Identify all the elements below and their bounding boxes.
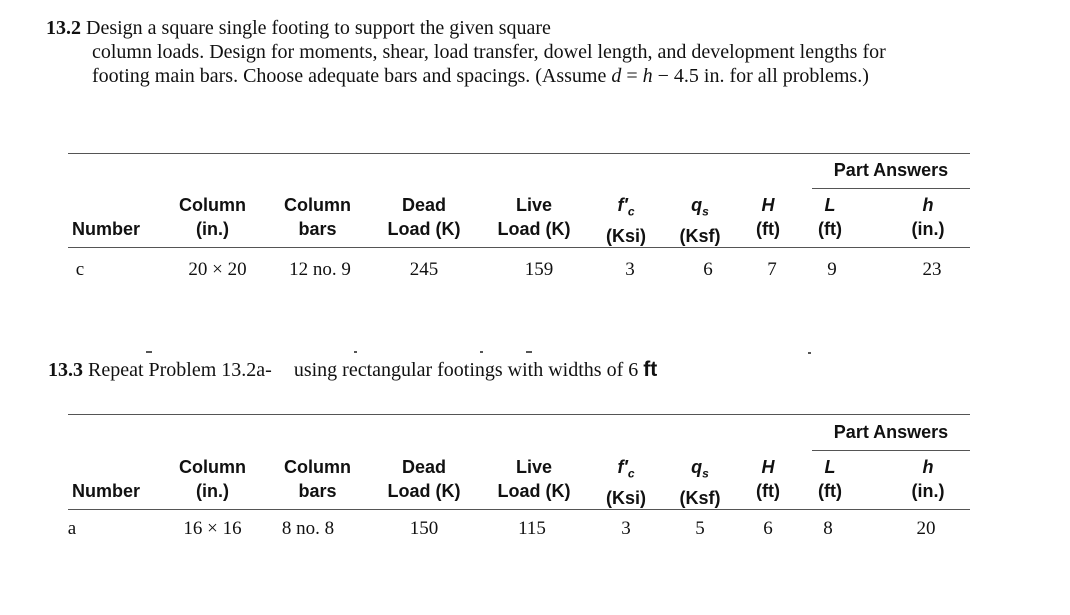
scan-mark bbox=[526, 351, 532, 353]
cell-H: 6 bbox=[763, 518, 773, 539]
statement-line-3: footing main bars. Choose adequate bars and spacings. (Assume d = h − 4.5 in. for all problems.) bbox=[92, 65, 869, 87]
problem-number: 13.2 bbox=[46, 17, 81, 39]
header-dead-load: Dead Load (K) bbox=[387, 457, 461, 501]
cell-qs: 5 bbox=[695, 518, 705, 539]
problem-13-3-statement: 13.3 Repeat Problem 13.2a- using rectangular footings with widths of 6 ft bbox=[48, 358, 658, 381]
cell-bars: 8 no. 8 bbox=[281, 518, 335, 539]
header-column: Column (in.) bbox=[179, 457, 246, 501]
scan-mark bbox=[354, 351, 357, 353]
header-h: h (in.) bbox=[911, 195, 945, 239]
cell-dead-load: 150 bbox=[409, 518, 439, 539]
header-column-bars: Column bars bbox=[284, 195, 351, 239]
header-fc: $f'_c$ (Ksi) bbox=[606, 457, 646, 508]
cell-H: 7 bbox=[767, 259, 777, 280]
cell-h: 20 bbox=[916, 518, 936, 539]
scan-mark bbox=[480, 351, 483, 353]
header-bottom-rule bbox=[68, 509, 970, 510]
statement-line-1: Design a square single footing to support the given square bbox=[86, 17, 551, 39]
part-answers-heading: Part Answers bbox=[833, 422, 949, 442]
cell-L: 9 bbox=[827, 259, 837, 280]
cell-column: 20 × 20 bbox=[188, 259, 247, 280]
cell-live-load: 159 bbox=[524, 259, 554, 280]
header-L: L (ft) bbox=[818, 195, 842, 239]
header-column: Column (in.) bbox=[179, 195, 246, 239]
header-qs: $q_s$ (Ksf) bbox=[679, 195, 721, 246]
cell-fc: 3 bbox=[625, 259, 635, 280]
header-number: Number bbox=[71, 481, 140, 501]
cell-number: c bbox=[75, 259, 85, 280]
statement-line-2: column loads. Design for moments, shear, load transfer, dowel length, and development lengths for bbox=[92, 41, 886, 63]
table-top-rule bbox=[68, 414, 970, 415]
problem-13-2-statement bbox=[46, 16, 886, 88]
header-H: H (ft) bbox=[756, 195, 780, 239]
cell-fc: 3 bbox=[621, 518, 631, 539]
cell-dead-load: 245 bbox=[409, 259, 439, 280]
cell-number: a bbox=[67, 518, 77, 539]
part-answers-rule bbox=[812, 188, 970, 189]
header-h: h (in.) bbox=[911, 457, 945, 501]
header-column-bars: Column bars bbox=[284, 457, 351, 501]
cell-qs: 6 bbox=[703, 259, 713, 280]
header-dead-load: Dead Load (K) bbox=[387, 195, 461, 239]
header-bottom-rule bbox=[68, 247, 970, 248]
scan-mark bbox=[808, 352, 811, 354]
header-live-load: Live Load (K) bbox=[497, 195, 571, 239]
cell-h: 23 bbox=[922, 259, 942, 280]
header-H: H (ft) bbox=[756, 457, 780, 501]
cell-bars: 12 no. 9 bbox=[289, 259, 351, 280]
cell-column: 16 × 16 bbox=[183, 518, 242, 539]
header-L: L (ft) bbox=[818, 457, 842, 501]
header-number: Number bbox=[71, 219, 140, 239]
header-live-load: Live Load (K) bbox=[497, 457, 571, 501]
table-top-rule bbox=[68, 153, 970, 154]
cell-live-load: 115 bbox=[518, 518, 546, 539]
header-fc: $f'_c$ (Ksi) bbox=[606, 195, 646, 246]
scan-mark bbox=[146, 351, 152, 353]
header-qs: $q_s$ (Ksf) bbox=[679, 457, 721, 508]
part-answers-heading: Part Answers bbox=[833, 160, 949, 180]
part-answers-rule bbox=[812, 450, 970, 451]
problem-number: 13.3 bbox=[48, 359, 83, 381]
cell-L: 8 bbox=[823, 518, 833, 539]
